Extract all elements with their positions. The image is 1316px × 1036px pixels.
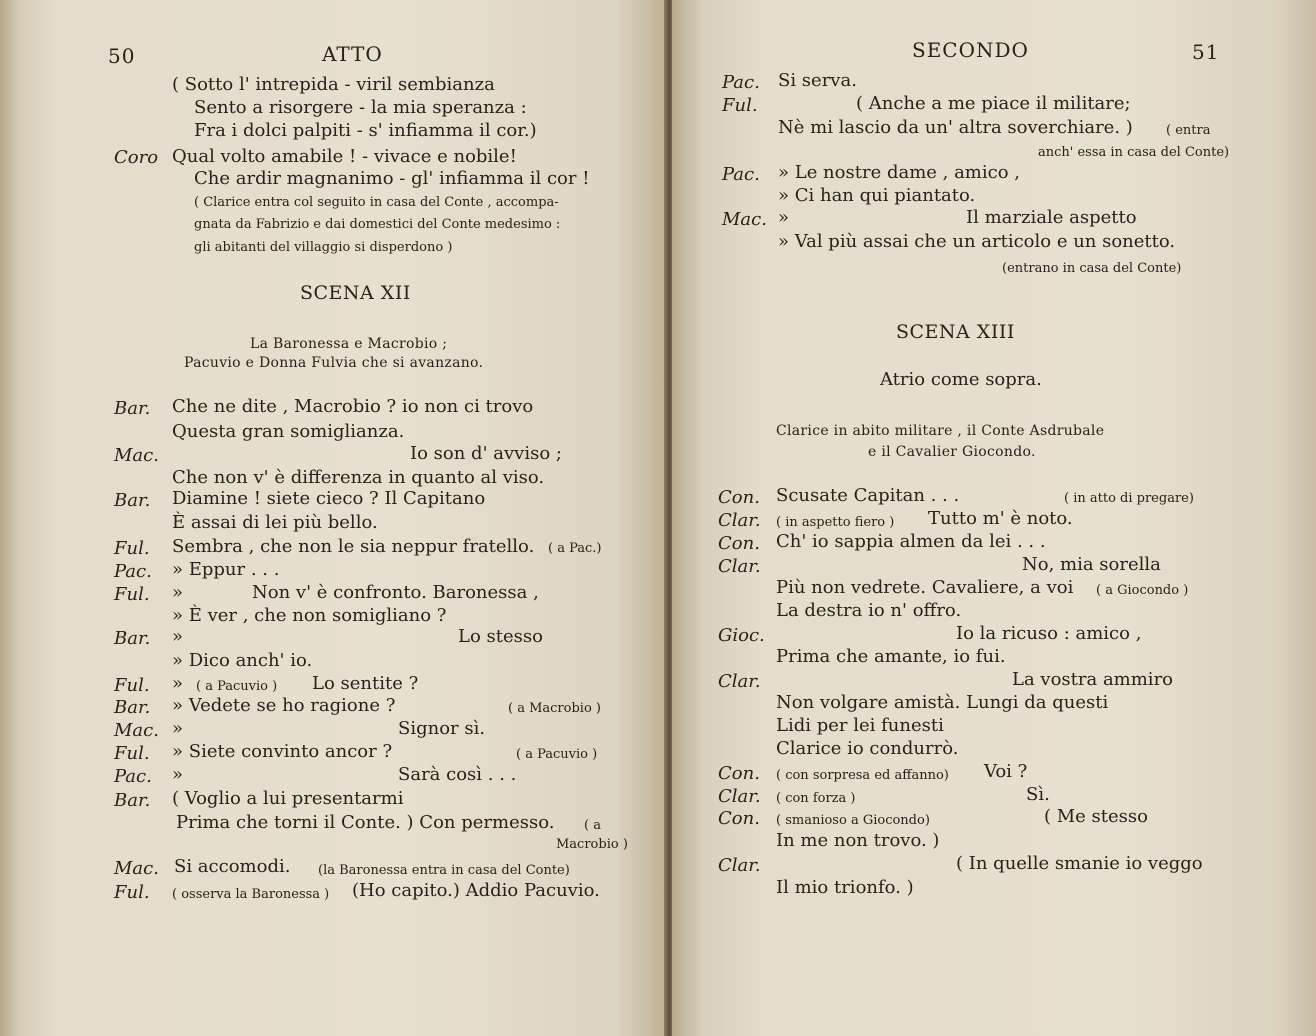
speaker-label: Pac. — [722, 72, 760, 93]
dialogue-line: Lidi per lei funesti — [776, 715, 944, 736]
dialogue-line: No, mia sorella — [1022, 554, 1161, 575]
stage-direction: gnata da Fabrizio e dai domestici del Conte medesimo : — [194, 217, 561, 232]
speaker-label: Bar. — [114, 790, 151, 811]
speaker-label: Con. — [718, 808, 760, 829]
stage-direction: ( con sorpresa ed affanno) — [776, 768, 949, 783]
speaker-label: Bar. — [114, 697, 151, 718]
dialogue-line: Nè mi lascio da un' altra soverchiare. ) — [778, 117, 1133, 138]
speaker-label: Mac. — [114, 720, 159, 741]
dialogue-line: È assai di lei più bello. — [172, 512, 378, 533]
characters-list: Clarice in abito militare , il Conte Asdrubale — [776, 423, 1105, 439]
dialogue-line: Il mio trionfo. ) — [776, 877, 914, 898]
page-number-right: 51 — [1192, 40, 1220, 64]
dialogue-line: ( Voglio a lui presentarmi — [172, 788, 404, 809]
dialogue-line: Lo stesso — [458, 626, 543, 647]
speaker-label: Mac. — [722, 209, 767, 230]
stage-direction: ( a Pac.) — [548, 541, 602, 556]
scene-heading: SCENA XIII — [896, 321, 1015, 343]
dialogue-line: La vostra ammiro — [1012, 669, 1174, 690]
running-header-right: SECONDO — [912, 38, 1029, 62]
stage-direction: anch' essa in casa del Conte) — [1038, 145, 1230, 160]
stage-direction: Macrobio ) — [556, 837, 628, 852]
speaker-label: Clar. — [718, 671, 761, 692]
speaker-label: Con. — [718, 487, 760, 508]
stage-direction: (la Baronessa entra in casa del Conte) — [318, 863, 570, 878]
dialogue-line: Si serva. — [778, 70, 857, 91]
dialogue-line: » Ci han qui piantato. — [778, 185, 976, 206]
speaker-label: Ful. — [114, 584, 150, 605]
speaker-label: Ful. — [114, 675, 150, 696]
scene-heading: SCENA XII — [300, 282, 411, 304]
stage-direction: ( in aspetto fiero ) — [776, 515, 895, 530]
speaker-label: Clar. — [718, 855, 761, 876]
speaker-label: Ful. — [114, 538, 150, 559]
dialogue-line: ( Me stesso — [1044, 806, 1148, 827]
speaker-label: Clar. — [718, 510, 761, 531]
dialogue-line: Clarice io condurrò. — [776, 738, 959, 759]
verse-line: Sento a risorgere - la mia speranza : — [194, 97, 527, 118]
speaker-label: Pac. — [114, 561, 152, 582]
speaker-label: Clar. — [718, 556, 761, 577]
dialogue-line: » Le nostre dame , amico , — [778, 162, 1020, 183]
speaker-label: Bar. — [114, 628, 151, 649]
speaker-label: Coro — [114, 147, 159, 168]
dialogue-line: Ch' io sappia almen da lei . . . — [776, 531, 1046, 552]
dialogue-line: In me non trovo. ) — [776, 830, 940, 851]
speaker-label: Bar. — [114, 490, 151, 511]
speaker-label: Ful. — [114, 743, 150, 764]
dialogue-line: Signor sì. — [398, 718, 486, 739]
speaker-label: Gioc. — [718, 625, 765, 646]
speaker-label: Con. — [718, 763, 760, 784]
stage-direction: ( a Pacuvio ) — [196, 679, 278, 694]
dialogue-line: Il marziale aspetto — [966, 207, 1137, 228]
dialogue-line: » — [172, 626, 184, 647]
speaker-label: Mac. — [114, 858, 159, 879]
verse-line: Che ardir magnanimo - gl' infiamma il cor ! — [194, 168, 590, 189]
stage-direction: gli abitanti del villaggio si disperdono ) — [194, 240, 453, 255]
dialogue-line: » Eppur . . . — [172, 559, 280, 580]
speaker-label: Mac. — [114, 445, 159, 466]
dialogue-line: Io son d' avviso ; — [410, 443, 562, 464]
dialogue-line: ( Anche a me piace il militare; — [856, 93, 1131, 114]
dialogue-line: » — [172, 673, 184, 694]
right-page — [672, 0, 1316, 1036]
verse-line: Qual volto amabile ! - vivace e nobile! — [172, 146, 517, 167]
dialogue-line: Sarà così . . . — [398, 764, 517, 785]
dialogue-line: Prima che torni il Conte. ) Con permesso. — [176, 812, 555, 833]
characters-list: Pacuvio e Donna Fulvia che si avanzano. — [184, 355, 484, 371]
scene-setting: Atrio come sopra. — [880, 369, 1042, 390]
speaker-label: Con. — [718, 533, 760, 554]
speaker-label: Bar. — [114, 398, 151, 419]
stage-direction: ( osserva la Baronessa ) — [172, 887, 330, 902]
characters-list: La Baronessa e Macrobio ; — [250, 336, 448, 352]
dialogue-line: » Vedete se ho ragione ? — [172, 695, 396, 716]
verse-line: ( Sotto l' intrepida - viril sembianza — [172, 74, 495, 95]
dialogue-line: Più non vedrete. Cavaliere, a voi — [776, 577, 1074, 598]
stage-direction: ( con forza ) — [776, 791, 856, 806]
dialogue-line: Tutto m' è noto. — [928, 508, 1073, 529]
dialogue-line: » Siete convinto ancor ? — [172, 741, 393, 762]
dialogue-line: » È ver , che non somigliano ? — [172, 605, 447, 626]
dialogue-line: » Val più assai che un articolo e un sonetto. — [778, 231, 1176, 252]
dialogue-line: » — [172, 718, 184, 739]
stage-direction: ( a — [584, 818, 601, 833]
stage-direction: ( entra — [1166, 123, 1211, 138]
dialogue-line: Sì. — [1026, 784, 1050, 805]
dialogue-line: » — [172, 764, 184, 785]
dialogue-line: Prima che amante, io fui. — [776, 646, 1006, 667]
dialogue-line: Non volgare amistà. Lungi da questi — [776, 692, 1109, 713]
dialogue-line: La destra io n' offro. — [776, 600, 962, 621]
dialogue-line: » Dico anch' io. — [172, 650, 313, 671]
speaker-label: Clar. — [718, 786, 761, 807]
dialogue-line: Non v' è confronto. Baronessa , — [252, 582, 539, 603]
dialogue-line: Che ne dite , Macrobio ? io non ci trovo — [172, 396, 534, 417]
speaker-label: Ful. — [722, 95, 758, 116]
running-header-left: ATTO — [322, 42, 383, 66]
speaker-label: Ful. — [114, 882, 150, 903]
dialogue-line: Voi ? — [984, 761, 1028, 782]
stage-direction: ( a Macrobio ) — [508, 701, 601, 716]
dialogue-line: Si accomodi. — [174, 856, 291, 877]
dialogue-line: Diamine ! siete cieco ? Il Capitano — [172, 488, 486, 509]
speaker-label: Pac. — [722, 164, 760, 185]
stage-direction: ( Clarice entra col seguito in casa del Conte , accompa- — [194, 195, 559, 210]
stage-direction: ( in atto di pregare) — [1064, 491, 1194, 506]
dialogue-line: Io la ricuso : amico , — [956, 623, 1142, 644]
dialogue-line: Sembra , che non le sia neppur fratello. — [172, 536, 535, 557]
dialogue-line: (Ho capito.) Addio Pacuvio. — [352, 880, 600, 901]
dialogue-line: Questa gran somiglianza. — [172, 421, 405, 442]
page-number-left: 50 — [108, 44, 136, 68]
stage-direction: ( smanioso a Giocondo) — [776, 813, 930, 828]
dialogue-line: » — [778, 207, 790, 228]
dialogue-line: Lo sentite ? — [312, 673, 419, 694]
verse-line: Fra i dolci palpiti - s' infiamma il cor.) — [194, 120, 537, 141]
dialogue-line: Che non v' è differenza in quanto al viso. — [172, 467, 545, 488]
speaker-label: Pac. — [114, 766, 152, 787]
dialogue-line: Scusate Capitan . . . — [776, 485, 960, 506]
stage-direction: ( a Giocondo ) — [1096, 583, 1189, 598]
dialogue-line: » — [172, 582, 184, 603]
stage-direction: ( a Pacuvio ) — [516, 747, 598, 762]
characters-list: e il Cavalier Giocondo. — [868, 444, 1036, 460]
dialogue-line: ( In quelle smanie io veggo — [956, 853, 1203, 874]
stage-direction: (entrano in casa del Conte) — [1002, 261, 1182, 276]
